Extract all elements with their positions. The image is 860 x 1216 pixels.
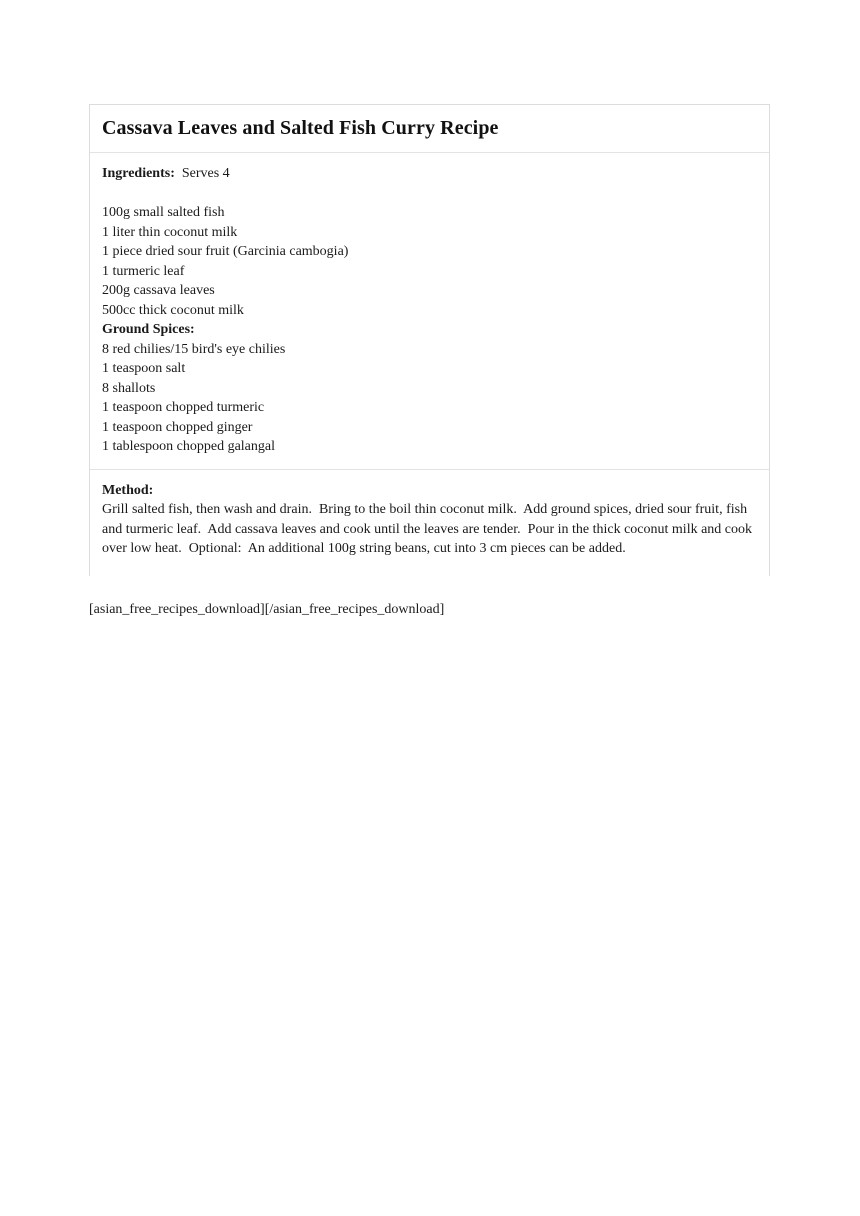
list-item: 8 red chilies/15 bird's eye chilies: [102, 341, 286, 357]
list-item: 1 piece dried sour fruit (Garcinia cambogia): [102, 244, 349, 259]
ingredients-spacer: [175, 166, 182, 181]
recipe-card: [89, 104, 770, 576]
method-text: Grill salted fish, then wash and drain. Bring to the boil thin coconut milk. Add ground spices, dried sour fruit, fish and turmeric leaf. Add cassava leaves and cook until the leaves are tender. Pour in the thick coconut milk and cook over low heat. Optional: An additional 100g string beans, cut into 3 cm pieces can be added.: [102, 502, 756, 556]
serves-value: Serves 4: [181, 166, 230, 181]
method-row: [90, 470, 769, 576]
list-item: 200g cassava leaves: [102, 283, 215, 298]
ingredients-label: Ingredients:: [102, 166, 175, 181]
list-item: 1 turmeric leaf: [102, 263, 185, 279]
list-item: 1 liter thin coconut milk: [102, 224, 238, 240]
list-item: 500cc thick coconut milk: [102, 302, 244, 318]
ingredients-row: [90, 153, 769, 470]
list-item: 1 teaspoon salt: [102, 361, 186, 376]
list-item: 8 shallots: [102, 380, 156, 396]
list-item: 100g small salted fish: [102, 205, 225, 220]
ingredients-list: [102, 203, 757, 457]
list-item: 1 teaspoon chopped ginger: [102, 419, 253, 435]
recipe-title-row: [90, 105, 769, 153]
method-label: Method:: [102, 482, 154, 498]
page-title: Cassava Leaves and Salted Fish Curry Recipe: [102, 117, 499, 139]
list-item: 1 tablespoon chopped galangal: [102, 439, 276, 454]
ground-spices-label: Ground Spices:: [102, 322, 195, 337]
ingredients-heading: [102, 164, 757, 184]
list-item: 1 teaspoon chopped turmeric: [102, 400, 265, 415]
download-shortcode: [asian_free_recipes_download][/asian_free_recipes_download]: [89, 602, 445, 617]
